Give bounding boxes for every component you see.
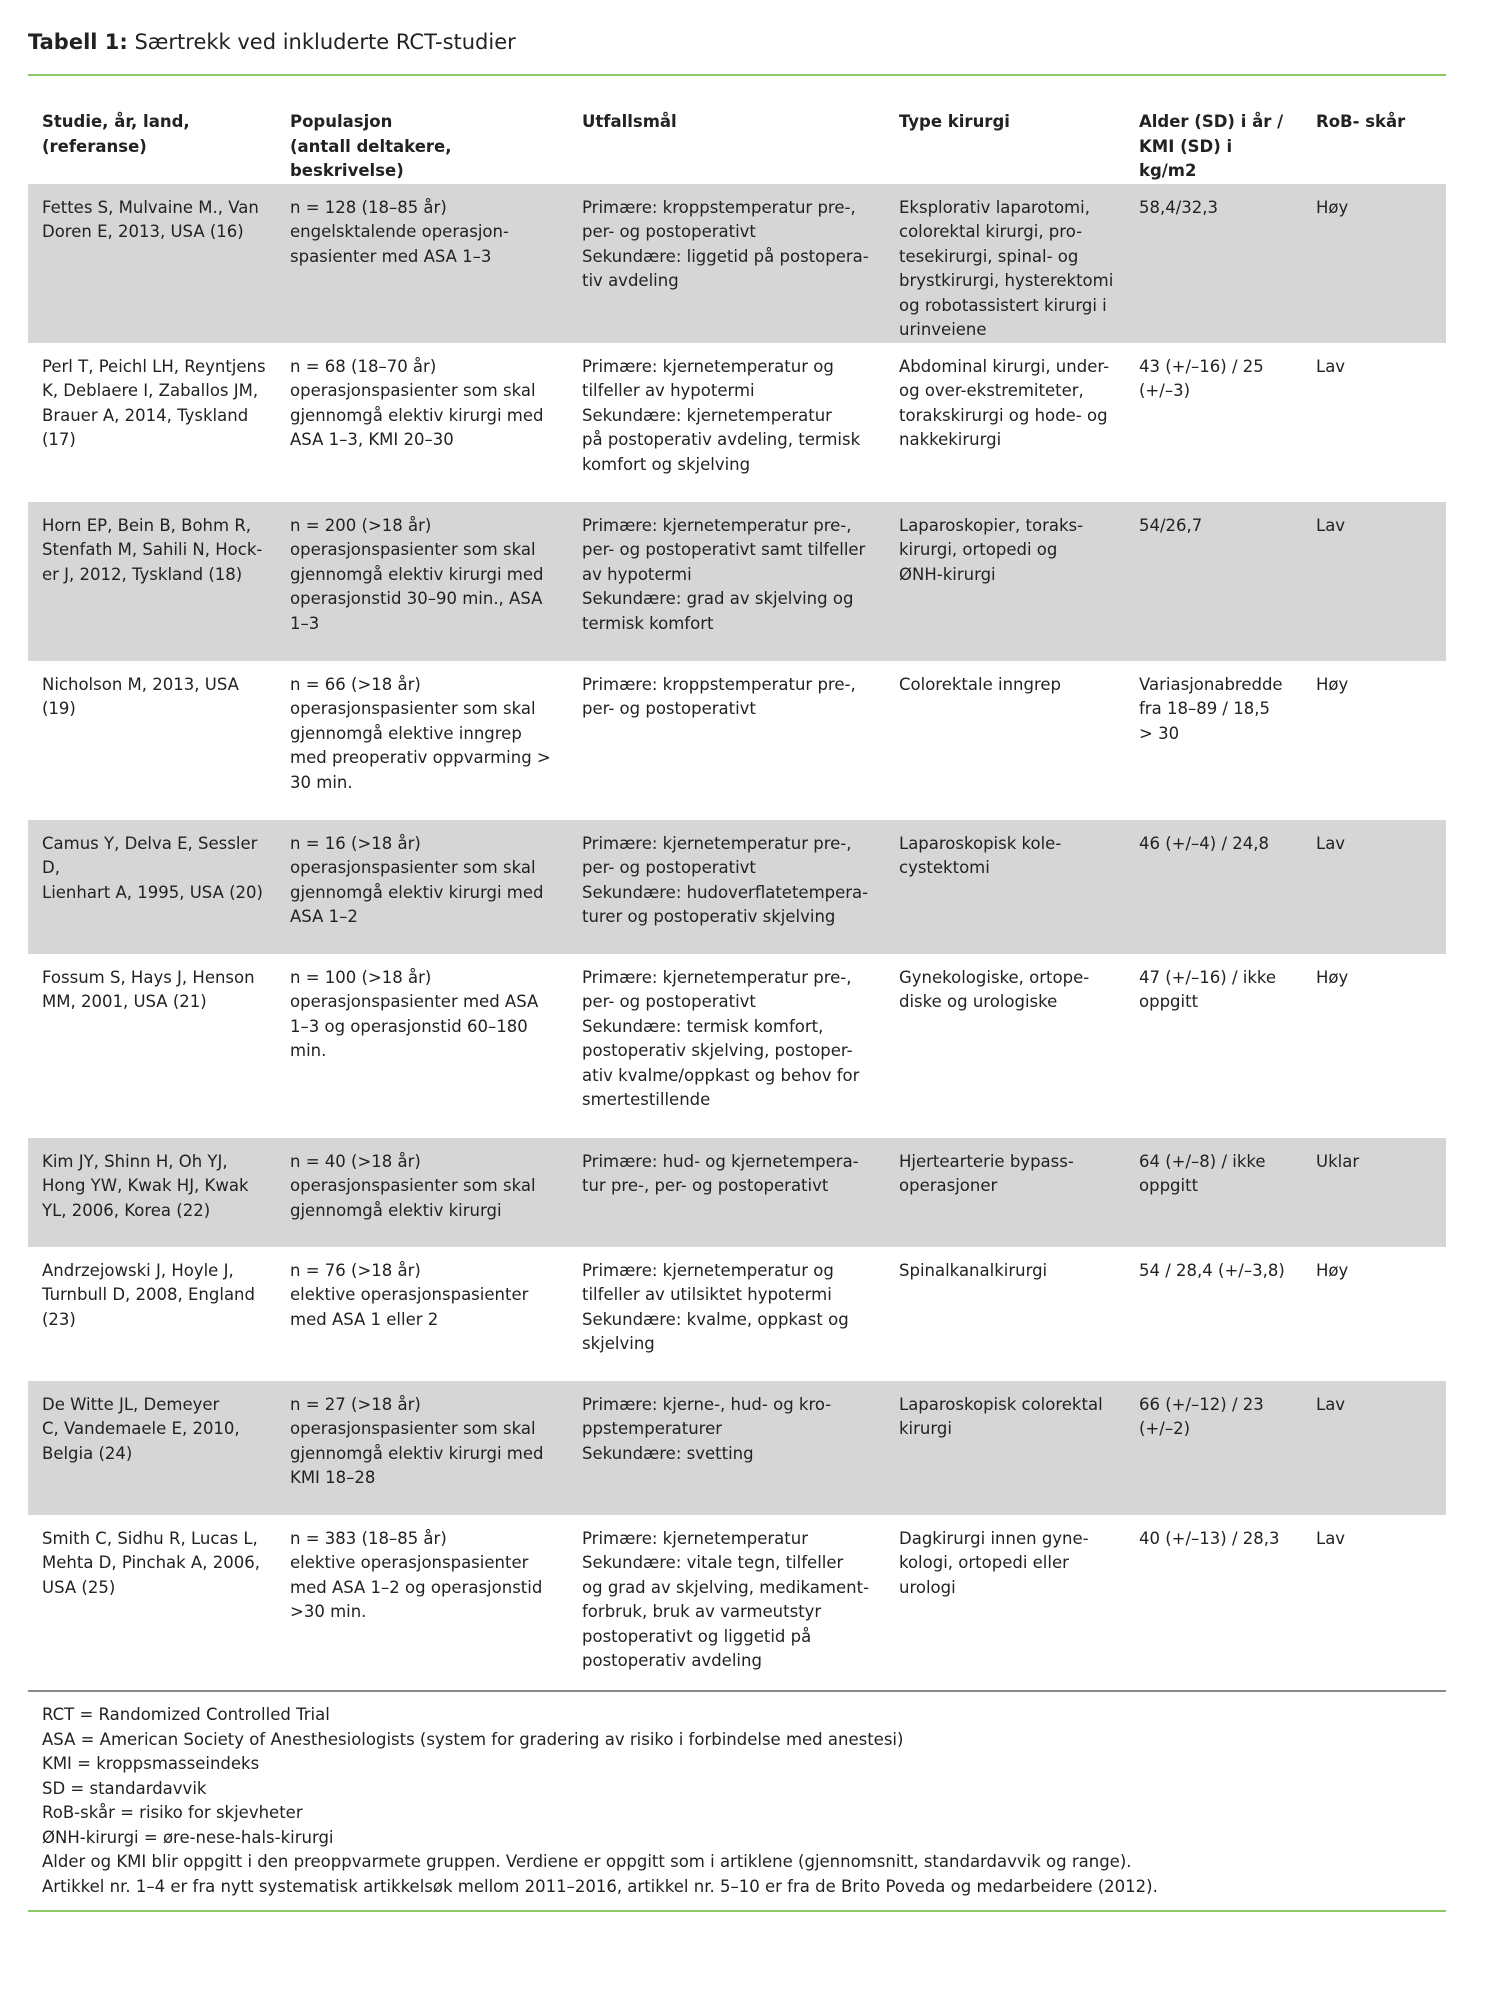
- table-row: [28, 954, 1446, 1138]
- cell-age-bmi: 40 (+/–13) / 28,3: [1139, 1528, 1280, 1548]
- cell-rob: Høy: [1316, 1260, 1349, 1280]
- bottom-divider: [28, 1910, 1446, 1912]
- cell-age-bmi: Variasjonabredde fra 18–89 / 18,5 > 30: [1139, 674, 1283, 743]
- table-row: [28, 184, 1446, 343]
- cell-age-bmi: 46 (+/–4) / 24,8: [1125, 820, 1302, 954]
- cell-study: Camus Y, Delva E, Sessler D, Lienhart A, 1995, USA (20): [28, 820, 276, 954]
- cell-rob: Høy: [1316, 967, 1349, 987]
- cell-population: n = 66 (>18 år) operasjonspasienter som skal gjennomgå elektive inngrep med preoperativ oppvarming > 30 min.: [290, 674, 551, 792]
- cell-rob: Lav: [1316, 1528, 1346, 1548]
- cell-population: n = 200 (>18 år) operasjonspasienter som skal gjennomgå elektiv kirurgi med operasjonstid 30–90 min., ASA 1–3: [276, 502, 568, 661]
- cell-study: De Witte JL, Demeyer C, Vandemaele E, 2010, Belgia (24): [28, 1381, 276, 1515]
- cell-study: Kim JY, Shinn H, Oh YJ, Hong YW, Kwak HJ, Kwak YL, 2006, Korea (22): [28, 1138, 276, 1247]
- cell-age-bmi: 43 (+/–16) / 25 (+/–3): [1139, 356, 1264, 400]
- footnote: Alder og KMI blir oppgitt i den preoppvarmete gruppen. Verdiene er oppgitt som i artiklene (gjennomsnitt, standardavvik og range).: [42, 1852, 1132, 1871]
- table-header-row: [28, 76, 1446, 184]
- cell-rob: Lav: [1316, 356, 1346, 376]
- cell-age-bmi: 54/26,7: [1125, 502, 1302, 661]
- footnotes: [42, 1703, 1158, 1899]
- cell-rob: Høy: [1316, 674, 1349, 694]
- cell-surgery: Dagkirurgi innen gyne- kologi, ortopedi eller urologi: [899, 1528, 1089, 1597]
- table-row: [28, 343, 1446, 502]
- table-bottom-divider: [28, 1690, 1446, 1692]
- table-row: [28, 1138, 1446, 1247]
- cell-surgery: Eksplorativ laparotomi, colorektal kirurgi, pro- tesekirurgi, spinal- og brystkirurgi, hysterektomi og robotassistert kirurgi i urinveiene: [885, 184, 1125, 343]
- cell-outcomes: Primære: kjerne-, hud- og kro- ppstemperaturer Sekundære: svetting: [568, 1381, 885, 1515]
- footnote: SD = standardavvik: [42, 1778, 207, 1798]
- table-title-label: Tabell 1:: [28, 30, 128, 54]
- cell-study: Fettes S, Mulvaine M., Van Doren E, 2013, USA (16): [28, 184, 276, 343]
- cell-outcomes: Primære: kjernetemperatur pre-, per- og postoperativt samt tilfeller av hypotermi Sekundære: grad av skjelving og termisk komfort: [568, 502, 885, 661]
- cell-outcomes: Primære: kjernetemperatur pre-, per- og postoperativt Sekundære: termisk komfort, postoperativ skjelving, postoper- ativ kvalme/oppkast og behov for smertestillende: [582, 967, 860, 1109]
- cell-population: n = 68 (18–70 år) operasjonspasienter som skal gjennomgå elektiv kirurgi med ASA 1–3, KMI 20–30: [290, 356, 544, 449]
- cell-rob: Lav: [1302, 502, 1446, 661]
- cell-surgery: Laparoskopisk colorektal kirurgi: [885, 1381, 1125, 1515]
- footnote: RCT = Randomized Controlled Trial: [42, 1705, 330, 1724]
- cell-rob: Lav: [1302, 820, 1446, 954]
- footnote: RoB-skår = risiko for skjevheter: [42, 1803, 303, 1822]
- cell-study: Nicholson M, 2013, USA (19): [42, 674, 239, 718]
- cell-age-bmi: 64 (+/–8) / ikke oppgitt: [1125, 1138, 1302, 1247]
- cell-population: n = 100 (>18 år) operasjonspasienter med ASA 1–3 og operasjonstid 60–180 min.: [290, 967, 539, 1060]
- cell-population: n = 16 (>18 år) operasjonspasienter som skal gjennomgå elektiv kirurgi med ASA 1–2: [276, 820, 568, 954]
- column-header-surgery: Type kirurgi: [899, 112, 1010, 131]
- cell-rob: Høy: [1302, 184, 1446, 343]
- column-header-outcomes: Utfallsmål: [582, 112, 677, 131]
- footnote: ØNH-kirurgi = øre-nese-hals-kirurgi: [42, 1827, 334, 1847]
- cell-population: n = 27 (>18 år) operasjonspasienter som skal gjennomgå elektiv kirurgi med KMI 18–28: [276, 1381, 568, 1515]
- cell-surgery: Abdominal kirurgi, under- og over-ekstremiteter, torakskirurgi og hode- og nakkekirurgi: [899, 356, 1110, 449]
- cell-age-bmi: 47 (+/–16) / ikke oppgitt: [1139, 967, 1277, 1011]
- cell-population: n = 76 (>18 år) elektive operasjonspasienter med ASA 1 eller 2: [290, 1260, 529, 1329]
- column-header-rob: RoB- skår: [1316, 112, 1406, 131]
- table-row: [28, 661, 1446, 820]
- cell-outcomes: Primære: kroppstemperatur pre-, per- og postoperativt: [582, 674, 856, 718]
- cell-study: Perl T, Peichl LH, Reyntjens K, Deblaere I, Zaballos JM, Brauer A, 2014, Tyskland (17): [42, 356, 266, 449]
- column-header-population: Populasjon (antall deltakere, beskrivelse): [290, 112, 452, 180]
- footnote: Artikkel nr. 1–4 er fra nytt systematisk artikkelsøk mellom 2011–2016, artikkel nr. 5–10 er fra de Brito Poveda og medarbeidere (2012).: [42, 1876, 1158, 1896]
- cell-study: Andrzejowski J, Hoyle J, Turnbull D, 2008, England (23): [42, 1260, 255, 1329]
- table-row: [28, 1381, 1446, 1515]
- cell-rob: Lav: [1302, 1381, 1446, 1515]
- cell-surgery: Gynekologiske, ortope- diske og urologiske: [899, 967, 1090, 1011]
- footnote: ASA = American Society of Anesthesiologists (system for gradering av risiko i forbindelse med anestesi): [42, 1729, 904, 1749]
- cell-population: n = 40 (>18 år) operasjonspasienter som skal gjennomgå elektiv kirurgi: [276, 1138, 568, 1247]
- cell-study: Fossum S, Hays J, Henson MM, 2001, USA (21): [42, 967, 255, 1011]
- cell-surgery: Hjertearterie bypass- operasjoner: [885, 1138, 1125, 1247]
- table-row: [28, 820, 1446, 954]
- column-header-study: Studie, år, land, (referanse): [42, 112, 190, 156]
- cell-outcomes: Primære: kjernetemperatur og tilfeller av hypotermi Sekundære: kjernetemperatur på postoperativ avdeling, termisk komfort og skjelving: [582, 356, 861, 474]
- cell-outcomes: Primære: kjernetemperatur pre-, per- og postoperativt Sekundære: hudoverflatetempera- turer og postoperativ skjelving: [568, 820, 885, 954]
- cell-study: Smith C, Sidhu R, Lucas L, Mehta D, Pinchak A, 2006, USA (25): [42, 1528, 260, 1597]
- cell-surgery: Spinalkanalkirurgi: [899, 1260, 1048, 1280]
- cell-outcomes: Primære: kroppstemperatur pre-, per- og postoperativt Sekundære: liggetid på postopera- tiv avdeling: [568, 184, 885, 343]
- footnote: KMI = kroppsmasseindeks: [42, 1754, 260, 1773]
- table-row: [28, 502, 1446, 661]
- table-row: [28, 1247, 1446, 1381]
- cell-outcomes: Primære: kjernetemperatur og tilfeller av utilsiktet hypotermi Sekundære: kvalme, oppkast og skjelving: [582, 1260, 849, 1353]
- cell-age-bmi: 54 / 28,4 (+/–3,8): [1139, 1260, 1285, 1280]
- studies-table: [28, 76, 1446, 1712]
- cell-outcomes: Primære: kjernetemperatur Sekundære: vitale tegn, tilfeller og grad av skjelving, medikament- forbruk, bruk av varmeutstyr postoperativt og liggetid på postoperativ avdeling: [582, 1528, 870, 1670]
- table-row: [28, 1515, 1446, 1712]
- cell-age-bmi: 58,4/32,3: [1125, 184, 1302, 343]
- cell-study: Horn EP, Bein B, Bohm R, Stenfath M, Sahili N, Hock- er J, 2012, Tyskland (18): [28, 502, 276, 661]
- cell-rob: Uklar: [1302, 1138, 1446, 1247]
- table-title: [28, 30, 516, 54]
- cell-outcomes: Primære: hud- og kjernetempera- tur pre-, per- og postoperativt: [568, 1138, 885, 1247]
- cell-population: n = 383 (18–85 år) elektive operasjonspasienter med ASA 1–2 og operasjonstid >30 min.: [290, 1528, 543, 1621]
- cell-surgery: Laparoskopier, toraks- kirurgi, ortopedi og ØNH-kirurgi: [885, 502, 1125, 661]
- cell-surgery: Colorektale inngrep: [899, 674, 1062, 694]
- cell-surgery: Laparoskopisk kole- cystektomi: [885, 820, 1125, 954]
- cell-age-bmi: 66 (+/–12) / 23 (+/–2): [1125, 1381, 1302, 1515]
- table-title-text: Særtrekk ved inkluderte RCT-studier: [127, 30, 516, 54]
- cell-population: n = 128 (18–85 år) engelsktalende operasjon- spasienter med ASA 1–3: [276, 184, 568, 343]
- column-header-age-bmi: Alder (SD) i år / KMI (SD) i kg/m2: [1139, 112, 1284, 180]
